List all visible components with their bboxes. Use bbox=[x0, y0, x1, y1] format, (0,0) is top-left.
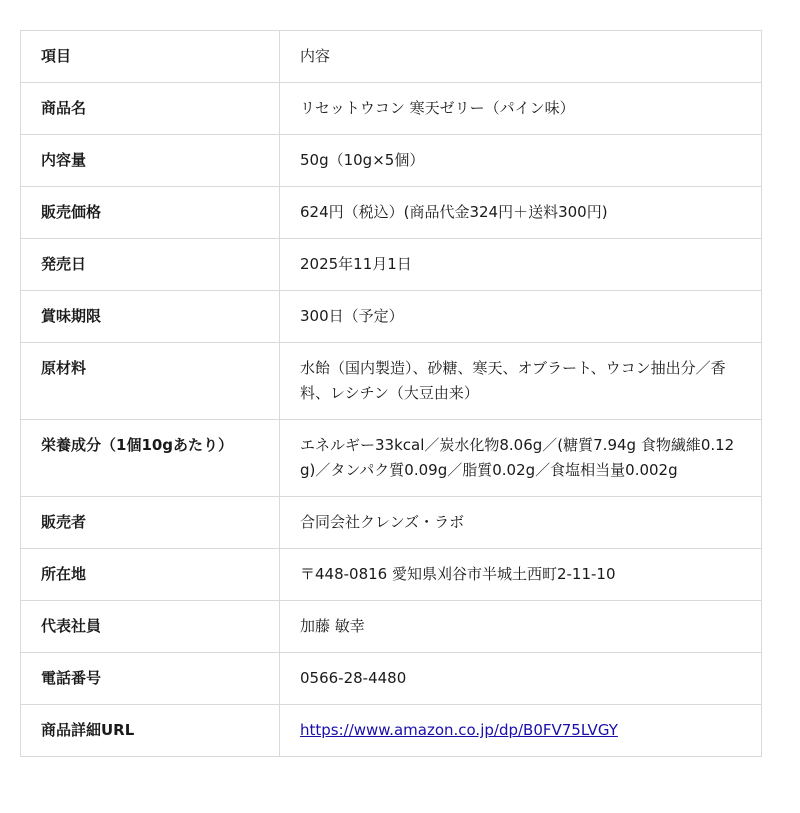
row-label: 販売者 bbox=[21, 497, 280, 549]
row-value: 加藤 敏幸 bbox=[279, 601, 761, 653]
row-value bbox=[279, 705, 761, 757]
table-row-seller bbox=[21, 497, 762, 549]
row-label: 賞味期限 bbox=[21, 291, 280, 343]
row-label: 商品詳細URL bbox=[21, 705, 280, 757]
row-label: 販売価格 bbox=[21, 187, 280, 239]
row-label: 代表社員 bbox=[21, 601, 280, 653]
row-value: リセットウコン 寒天ゼリー（パイン味） bbox=[279, 83, 761, 135]
table-row-product-url bbox=[21, 705, 762, 757]
row-label: 栄養成分（1個10gあたり） bbox=[21, 420, 280, 497]
row-label: 発売日 bbox=[21, 239, 280, 291]
row-value: 624円（税込）(商品代金324円＋送料300円) bbox=[279, 187, 761, 239]
row-value: 2025年11月1日 bbox=[279, 239, 761, 291]
row-value: 水飴（国内製造）、砂糖、寒天、オブラート、ウコン抽出分／香料、レシチン（大豆由来） bbox=[279, 343, 761, 420]
table-row-address bbox=[21, 549, 762, 601]
table-row-price bbox=[21, 187, 762, 239]
row-value: エネルギー33kcal／炭水化物8.06g／(糖質7.94g 食物繊維0.12g)／タンパク質0.09g／脂質0.02g／食塩相当量0.002g bbox=[279, 420, 761, 497]
row-value: 300日（予定） bbox=[279, 291, 761, 343]
table-row-representative bbox=[21, 601, 762, 653]
table-row-best-before bbox=[21, 291, 762, 343]
table-row-product-name bbox=[21, 83, 762, 135]
row-label: 内容量 bbox=[21, 135, 280, 187]
row-value: 〒448-0816 愛知県刈谷市半城土西町2-11-10 bbox=[279, 549, 761, 601]
row-label: 所在地 bbox=[21, 549, 280, 601]
table-row-phone bbox=[21, 653, 762, 705]
product-spec-table bbox=[20, 30, 762, 757]
product-detail-link[interactable]: https://www.amazon.co.jp/dp/B0FV75LVGY bbox=[299, 721, 618, 739]
row-label: 原材料 bbox=[21, 343, 280, 420]
row-label: 商品名 bbox=[21, 83, 280, 135]
row-value: 50g（10g×5個） bbox=[279, 135, 761, 187]
row-label: 電話番号 bbox=[21, 653, 280, 705]
header-content-label: 内容 bbox=[279, 31, 761, 83]
table-header-row bbox=[21, 31, 762, 83]
header-item-label: 項目 bbox=[21, 31, 280, 83]
table-row-ingredients bbox=[21, 343, 762, 420]
row-value: 0566-28-4480 bbox=[279, 653, 761, 705]
table-row-release-date bbox=[21, 239, 762, 291]
table-row-nutrition bbox=[21, 420, 762, 497]
table-row-content-amount bbox=[21, 135, 762, 187]
row-value: 合同会社クレンズ・ラボ bbox=[279, 497, 761, 549]
